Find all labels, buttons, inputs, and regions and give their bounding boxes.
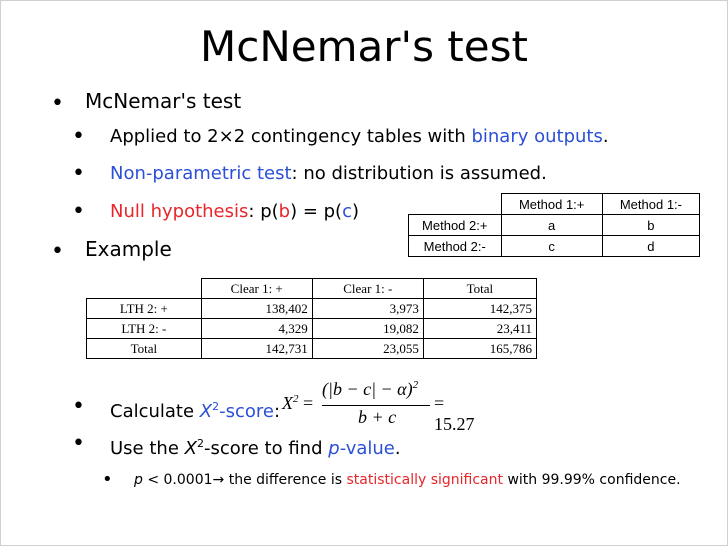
table-cell: 23,411 [423, 319, 536, 339]
binary-outputs-highlight: binary outputs [471, 126, 603, 147]
example-table [86, 278, 537, 359]
table-header: Clear 1: - [312, 279, 423, 299]
table-cell: 19,082 [312, 319, 423, 339]
row-header: Method 2:+ [409, 215, 502, 236]
bullet-nonparametric [110, 162, 547, 186]
table-cell: c [501, 236, 602, 257]
table-header: Method 1:+ [501, 194, 602, 215]
x-text: X [184, 438, 197, 459]
x-highlight: X [199, 401, 213, 422]
score-highlight: -score [219, 401, 275, 422]
text: Calculate [110, 401, 200, 422]
bullet-dot: • [72, 431, 85, 456]
table-cell: 138,402 [201, 299, 312, 319]
b-highlight: b [278, 201, 291, 222]
bullet-calculate [110, 395, 280, 424]
row-header: Method 2:- [409, 236, 502, 257]
arrow-icon: → [212, 472, 225, 488]
formula-sup: 2 [293, 393, 299, 405]
bullet-p-value [134, 470, 681, 490]
formula-denominator: b + c [358, 407, 397, 427]
table-cell: 142,731 [201, 339, 312, 359]
numerator-text: (|b − c| − α) [322, 379, 413, 399]
formula-x: X [282, 393, 293, 413]
text: -score to find [203, 438, 329, 459]
table-header: Method 1:- [602, 194, 699, 215]
table-cell: d [602, 236, 699, 257]
text: ) [351, 201, 360, 222]
text: with 99.99% confidence. [503, 472, 681, 488]
table-row [409, 236, 700, 257]
text: Use the [110, 438, 185, 459]
value-highlight: -value [339, 438, 395, 459]
row-header: LTH 2: - [87, 319, 202, 339]
fraction-bar [322, 405, 430, 406]
table-cell: a [501, 215, 602, 236]
table-header: Clear 1: + [201, 279, 312, 299]
table-cell: 4,329 [201, 319, 312, 339]
table-row [87, 339, 537, 359]
slide-title: McNemar's test [200, 22, 528, 71]
significant-highlight: statistically significant [346, 472, 503, 488]
text: : [274, 401, 281, 422]
bullet-dot: • [51, 239, 64, 264]
bullet-dot: • [72, 199, 85, 224]
table-row [409, 215, 700, 236]
text: < 0.0001 [142, 472, 213, 488]
superscript: 2 [212, 400, 220, 413]
table-cell: 23,055 [312, 339, 423, 359]
text: : no distribution is assumed. [291, 163, 547, 184]
formula-numerator [322, 379, 418, 400]
formula-eq: = [298, 393, 314, 413]
table-row [87, 279, 537, 299]
text: : p( [248, 201, 279, 222]
table-cell [409, 194, 502, 215]
bullet-null-hypothesis [110, 200, 359, 224]
bullet-applied [110, 125, 609, 149]
bullet-dot: • [72, 161, 85, 186]
formula-result: = 15.27 [434, 393, 475, 434]
c-highlight: c [342, 201, 352, 222]
table-header: Total [423, 279, 536, 299]
row-header: Total [87, 339, 202, 359]
p-highlight: p [328, 438, 340, 459]
bullet-dot: • [51, 91, 64, 116]
method-table [408, 193, 700, 257]
text: the difference is [224, 472, 347, 488]
table-cell: 3,973 [312, 299, 423, 319]
text: . [602, 126, 609, 147]
x2-formula [282, 379, 482, 434]
numerator-sup: 2 [412, 379, 419, 391]
formula-lhs [282, 393, 313, 414]
p-text: p [134, 472, 143, 488]
superscript: 2 [196, 437, 204, 450]
row-header: LTH 2: + [87, 299, 202, 319]
text: ) = p( [290, 201, 343, 222]
table-cell [87, 279, 202, 299]
bullet-example: Example [85, 237, 172, 261]
bullet-dot: • [102, 469, 113, 490]
null-hypothesis-highlight: Null hypothesis [110, 201, 249, 222]
table-cell: b [602, 215, 699, 236]
bullet-mcnemar: McNemar's test [85, 89, 242, 113]
table-cell: 165,786 [423, 339, 536, 359]
text: . [394, 438, 401, 459]
nonparametric-highlight: Non-parametric test [110, 163, 292, 184]
text: Applied to 2×2 contingency tables with [110, 126, 472, 147]
bullet-use [110, 432, 401, 461]
table-row [87, 319, 537, 339]
bullet-dot: • [72, 124, 85, 149]
table-row [409, 194, 700, 215]
bullet-dot: • [72, 394, 85, 419]
table-cell: 142,375 [423, 299, 536, 319]
table-row [87, 299, 537, 319]
